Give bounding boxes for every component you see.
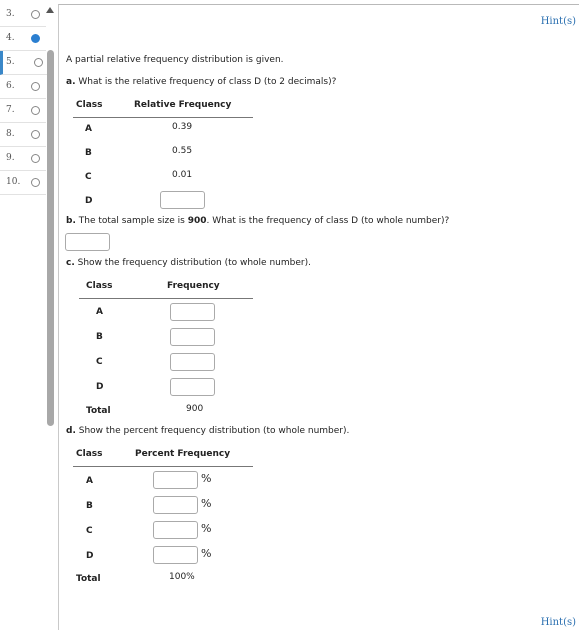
part-c-header-rule [79,298,253,299]
part-a-class-d: D [85,196,93,206]
part-d-class-a: A [86,476,93,486]
part-d-col-percent: Percent Frequency [135,449,231,459]
status-radio-icon [31,154,40,163]
part-d-pct-c: % [201,522,212,535]
nav-item-3[interactable] [0,3,46,27]
part-d-pct-b: % [201,497,212,510]
part-d-label: d. [66,426,76,436]
part-a-class-c: C [85,172,92,182]
hint-link-top[interactable]: Hint(s) [540,16,576,27]
part-c-question: Show the frequency distribution (to whole number). [77,258,311,268]
part-b-prompt [66,216,449,226]
nav-number: 6. [6,81,15,91]
part-a-value-c: 0.01 [172,170,193,180]
nav-number: 5. [6,57,15,67]
intro-text: A partial relative frequency distribution is given. [66,55,284,65]
part-b-question-1: The total sample size is [78,216,188,226]
nav-item-7[interactable] [0,99,46,123]
part-d-answer-b-input[interactable] [153,496,198,514]
nav-item-9[interactable] [0,147,46,171]
part-b-question-2: . What is the frequency of class D (to whole number)? [206,216,450,226]
part-c-class-a: A [96,307,103,317]
nav-number: 3. [6,9,15,19]
nav-item-5[interactable] [0,51,49,75]
part-d-prompt [66,426,349,436]
part-d-pct-a: % [201,472,212,485]
part-d-header-rule [73,466,253,467]
part-d-class-d: D [86,551,94,561]
nav-number: 4. [6,33,15,43]
part-b-answer-input[interactable] [65,233,110,251]
part-c-class-c: C [96,357,103,367]
status-radio-icon [31,130,40,139]
part-c-col-class: Class [86,281,113,291]
part-d-answer-a-input[interactable] [153,471,198,489]
part-d-col-class: Class [76,449,103,459]
status-radio-filled-icon [31,34,40,43]
question-navigator [0,0,47,200]
part-d-question: Show the percent frequency distribution (to whole number). [78,426,350,436]
part-a-col-class: Class [76,100,103,110]
part-c-class-d: D [96,382,104,392]
part-b-label: b. [66,216,76,226]
nav-item-6[interactable] [0,75,46,99]
hint-link-bottom[interactable]: Hint(s) [540,617,576,628]
part-c-col-frequency: Frequency [167,281,220,291]
status-radio-icon [34,58,43,67]
part-c-answer-c-input[interactable] [170,353,215,371]
part-d-total-label: Total [76,574,101,584]
part-c-class-b: B [96,332,103,342]
part-a-answer-d-input[interactable] [160,191,205,209]
status-radio-icon [31,10,40,19]
status-radio-icon [31,178,40,187]
nav-number: 7. [6,105,15,115]
part-a-header-rule [73,117,253,118]
part-a-label: a. [66,77,76,87]
scroll-up-arrow-icon[interactable] [46,7,54,13]
part-d-class-c: C [86,526,93,536]
question-panel [58,4,579,630]
part-c-prompt [66,258,311,268]
part-c-total-value: 900 [186,404,204,414]
part-a-class-b: B [85,148,92,158]
part-d-pct-d: % [201,547,212,560]
part-c-answer-b-input[interactable] [170,328,215,346]
part-c-total-label: Total [86,406,111,416]
part-a-col-relfreq: Relative Frequency [134,100,232,110]
nav-item-10[interactable] [0,171,46,195]
nav-item-4[interactable] [0,27,46,51]
part-a-value-b: 0.55 [172,146,193,156]
part-a-class-a: A [85,124,92,134]
part-d-total-value: 100% [169,572,195,582]
nav-number: 8. [6,129,15,139]
part-c-label: c. [66,258,75,268]
part-a-value-a: 0.39 [172,122,193,132]
part-d-answer-c-input[interactable] [153,521,198,539]
scrollbar-thumb[interactable] [47,50,54,426]
part-b-sample-size: 900 [187,216,207,226]
part-d-answer-d-input[interactable] [153,546,198,564]
status-radio-icon [31,106,40,115]
nav-item-8[interactable] [0,123,46,147]
nav-number: 10. [6,177,21,187]
part-a-prompt [66,77,336,87]
part-c-answer-d-input[interactable] [170,378,215,396]
part-a-question: What is the relative frequency of class D (to 2 decimals)? [78,77,337,87]
nav-number: 9. [6,153,15,163]
status-radio-icon [31,82,40,91]
part-d-class-b: B [86,501,93,511]
part-c-answer-a-input[interactable] [170,303,215,321]
